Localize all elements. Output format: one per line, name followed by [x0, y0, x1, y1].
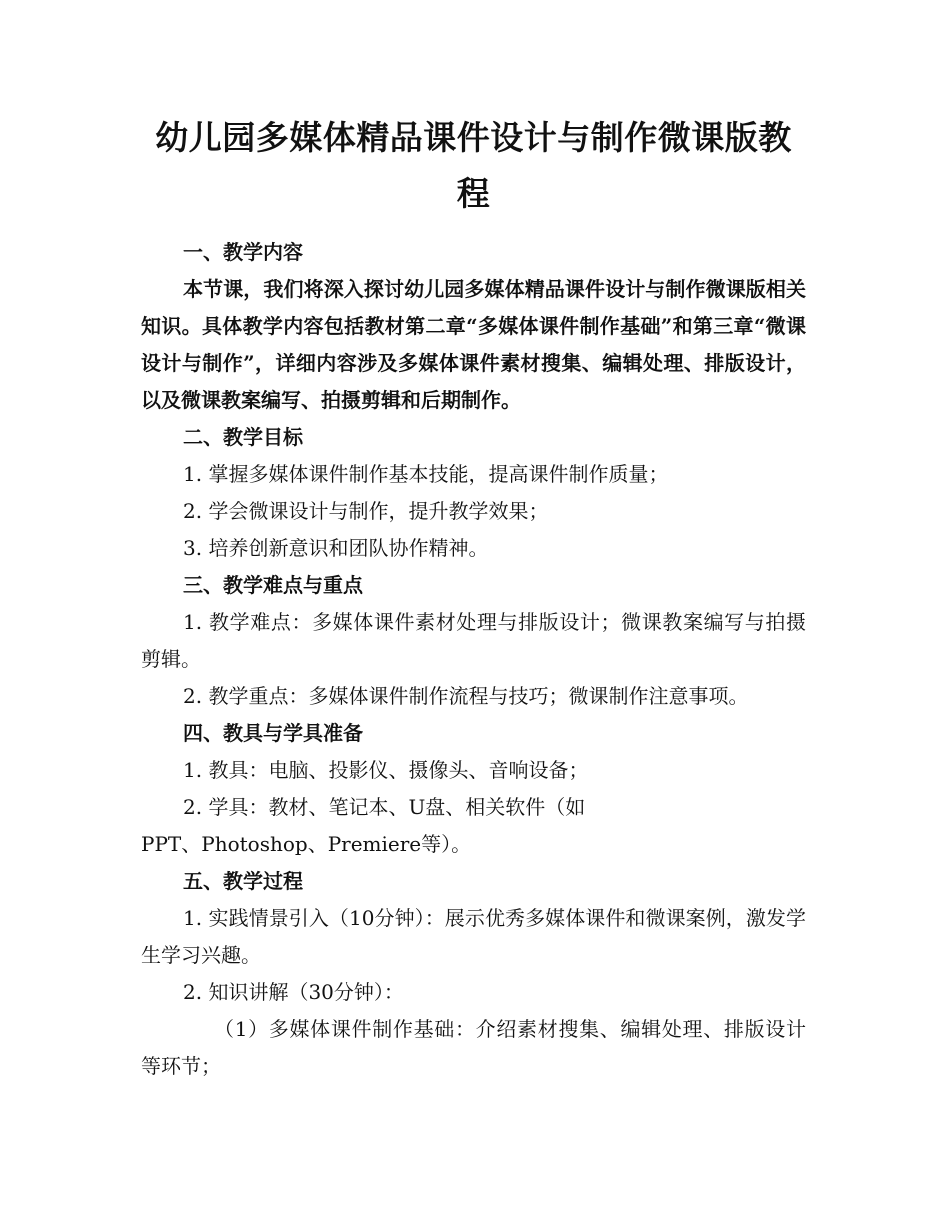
- process-step-2: 2. 知识讲解（30分钟）：: [183, 980, 404, 1004]
- process-step-1: 1. 实践情景引入（10分钟）：展示优秀多媒体课件和微课案例，激发学生学习兴趣。: [141, 906, 806, 967]
- difficulty-item: 1. 教学难点：多媒体课件素材处理与排版设计；微课教案编写与拍摄剪辑。: [141, 610, 806, 671]
- objective-item-2: 2. 学会微课设计与制作，提升教学效果；: [183, 499, 549, 523]
- section-heading-difficulties: 三、教学难点与重点: [183, 573, 363, 597]
- section-heading-tools: 四、教具与学具准备: [183, 721, 363, 745]
- learning-tools-continued: PPT、Photoshop、Premiere等）。: [141, 832, 472, 856]
- learning-tools-item: 2. 学具：教材、笔记本、U盘、相关软件（如: [183, 795, 586, 819]
- objective-item-3: 3. 培养创新意识和团队协作精神。: [183, 536, 489, 560]
- section-heading-objectives: 二、教学目标: [183, 425, 303, 449]
- teaching-tools-item: 1. 教具：电脑、投影仪、摄像头、音响设备；: [183, 758, 589, 782]
- objective-item-1: 1. 掌握多媒体课件制作基本技能，提高课件制作质量；: [183, 462, 669, 486]
- section-heading-content: 一、教学内容: [183, 240, 303, 264]
- key-point-item: 2. 教学重点：多媒体课件制作流程与技巧；微课制作注意事项。: [183, 684, 749, 708]
- section-heading-process: 五、教学过程: [183, 869, 303, 893]
- document-page: [141, 110, 806, 1085]
- document-title: 幼儿园多媒体精品课件设计与制作微课版教程: [155, 118, 792, 213]
- process-substep-1: （1）多媒体课件制作基础：介绍素材搜集、编辑处理、排版设计等环节；: [141, 1017, 806, 1078]
- content-paragraph: 本节课，我们将深入探讨幼儿园多媒体精品课件设计与制作微课版相关知识。具体教学内容包括教材第二章“多媒体课件制作基础”和第三章“微课设计与制作”，详细内容涉及多媒体课件素材搜集、编辑处理、排版设计，以及微课教案编写、拍摄剪辑和后期制作。: [141, 277, 806, 412]
